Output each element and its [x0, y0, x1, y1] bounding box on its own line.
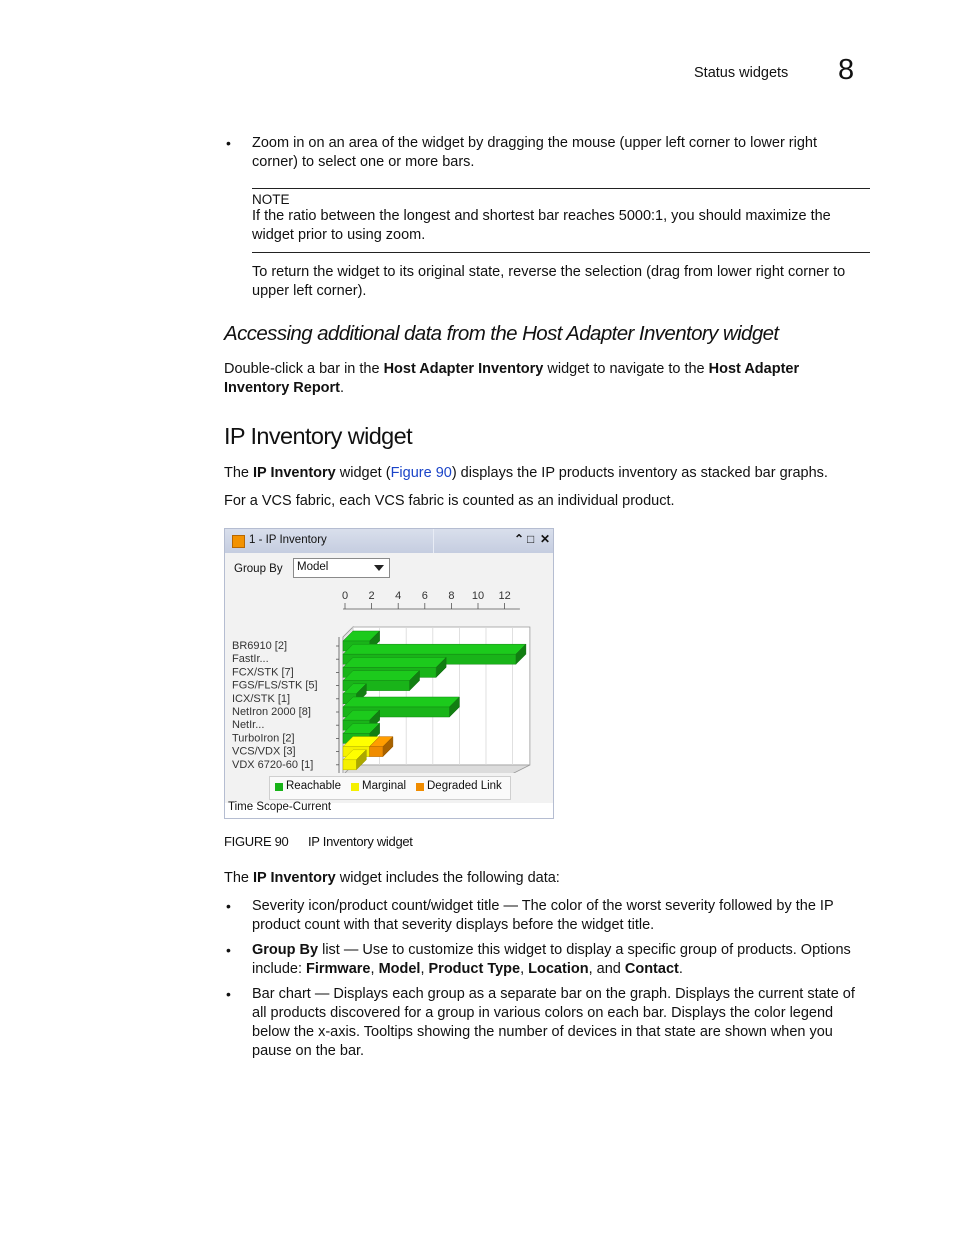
bar-top-face [343, 644, 526, 654]
bar-segment [343, 760, 356, 770]
chapter-number: 8 [838, 54, 855, 86]
figure-link[interactable]: Figure 90 [390, 465, 452, 481]
x-tick-label: 8 [448, 590, 455, 602]
note-text: If the ratio between the longest and shortest bar reaches 5000:1, you should maximize the widget prior to using zoom. [252, 208, 831, 243]
ip-inventory-widget [224, 528, 554, 819]
note-label: NOTE [252, 192, 290, 207]
option-product-type: Product Type [428, 961, 521, 977]
figure-caption: IP Inventory widget [308, 834, 413, 849]
time-scope-footer: Time Scope-Current [228, 801, 332, 813]
text-run: The [224, 465, 254, 481]
data-intro [224, 869, 560, 888]
bullet-icon: • [226, 898, 231, 914]
legend-swatch-reachable [275, 783, 283, 791]
chevron-down-icon[interactable] [374, 565, 384, 571]
bar-top-face [343, 697, 459, 707]
text-run: widget includes the following data: [335, 870, 560, 886]
category-label: TurboIron [2] [232, 732, 295, 745]
category-label: NetIron 2000 [8] [232, 706, 311, 718]
option-model: Model [378, 961, 421, 977]
note-bottom-rule [252, 252, 870, 253]
figure-number: FIGURE 90 [224, 834, 289, 849]
group-by-value: Model [297, 561, 329, 573]
category-label: BR6910 [2] [232, 640, 288, 652]
text-run: , [370, 961, 379, 977]
note-top-rule [252, 188, 870, 189]
text-run: , and [588, 961, 625, 977]
option-contact: Contact [624, 961, 679, 977]
text-run: The [224, 870, 254, 886]
bullet-group-by [252, 941, 864, 979]
section-paragraph-1 [224, 464, 864, 483]
zoom-bullet-text: Zoom in on an area of the widget by dragging the mouse (upper left corner to lower right corner) to select one or more bars. [252, 135, 818, 170]
bar-segment [370, 747, 383, 757]
ui-term-ip-inventory: IP Inventory [253, 465, 336, 481]
collapse-icon[interactable]: ⌃ [514, 532, 525, 546]
text-run: . [678, 961, 683, 977]
close-icon[interactable]: ✕ [540, 532, 551, 546]
return-text: To return the widget to its original state, reverse the selection (drag from lower right corner to upper left corner). [252, 264, 846, 299]
category-label: VDX 6720-60 [1] [232, 758, 314, 771]
group-by-label: Group By [234, 563, 283, 575]
category-label: FGS/FLS/STK [5] [232, 679, 318, 692]
subsection-heading: Accessing additional data from the Host Adapter Inventory widget [224, 322, 779, 345]
chart-legend [269, 776, 511, 800]
legend-label-marginal: Marginal [362, 780, 407, 792]
inventory-bar-chart [225, 583, 553, 773]
running-header-section: Status widgets [694, 65, 789, 81]
ui-term-host-adapter-report: Host Adapter Inventory Report [224, 361, 800, 396]
category-label: FCX/STK [7] [232, 666, 294, 679]
x-tick-label: 10 [471, 590, 485, 602]
category-label: NetIr... [232, 719, 265, 732]
title-bar-divider [433, 529, 434, 553]
category-label: ICX/STK [1] [232, 692, 291, 705]
x-tick-label: 2 [368, 590, 375, 602]
bar-top-face [343, 671, 420, 681]
bullet-severity: Severity icon/product count/widget title — The color of the worst severity followed by the IP product count with that severity displays before the widget title. [252, 898, 834, 933]
section-heading: IP Inventory widget [224, 423, 413, 449]
option-location: Location [528, 961, 589, 977]
legend-label-degraded: Degraded Link [427, 780, 502, 792]
text-run: . [340, 380, 345, 396]
text-run: widget ( [335, 465, 391, 481]
bullet-bar-chart: Bar chart — Displays each group as a separate bar on the graph. Displays the current state of all products discovered for a group in various colors on each bar. Displays the color legend below the x-axis. Tooltips showing the number of devices in that state are shown when you pause on the bar. [252, 986, 855, 1059]
bar-top-face [343, 657, 446, 667]
widget-title-bar [225, 529, 553, 553]
subsection-paragraph [224, 360, 864, 398]
plot-floor [343, 765, 530, 773]
text-run: ) displays the IP products inventory as stacked bar graphs. [451, 465, 828, 481]
group-by-select[interactable] [293, 558, 390, 578]
section-paragraph-2: For a VCS fabric, each VCS fabric is counted as an individual product. [224, 493, 675, 509]
bullet-icon: • [226, 135, 231, 151]
legend-swatch-marginal [351, 783, 359, 791]
widget-body [225, 553, 553, 803]
category-label: VCS/VDX [3] [232, 745, 296, 758]
bullet-icon: • [226, 942, 231, 958]
text-run: list — Use to customize this widget to display a specific group of products. Options include: [252, 942, 851, 977]
maximize-icon[interactable]: □ [527, 532, 535, 546]
category-label: FastIr... [232, 653, 269, 666]
x-tick-label: 4 [395, 590, 402, 602]
ui-term-ip-inventory: IP Inventory [253, 870, 336, 886]
text-run: , [420, 961, 429, 977]
legend-swatch-degraded [416, 783, 424, 791]
text-run: Double-click a bar in the [224, 361, 384, 377]
widget-title: 1 - IP Inventory [249, 534, 327, 546]
x-tick-label: 0 [341, 590, 349, 602]
ui-term-host-adapter-inventory: Host Adapter Inventory [383, 361, 544, 377]
bullet-icon: • [226, 986, 231, 1002]
text-run: widget to navigate to the [543, 361, 709, 377]
legend-label-reachable: Reachable [286, 780, 341, 792]
ui-term-group-by: Group By [252, 942, 319, 958]
x-tick-label: 6 [421, 590, 428, 602]
x-tick-label: 12 [498, 590, 511, 602]
severity-icon [232, 535, 245, 548]
option-firmware: Firmware [306, 961, 371, 977]
text-run: , [520, 961, 529, 977]
